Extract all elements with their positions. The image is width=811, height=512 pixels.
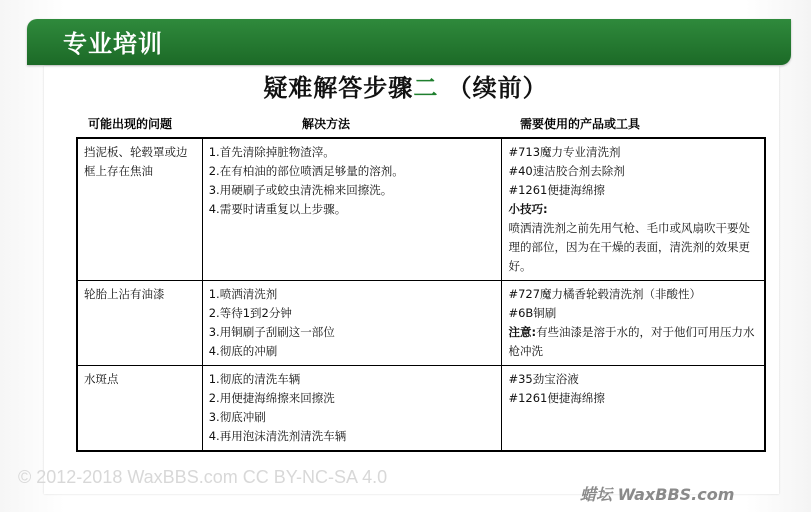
header-bar [27, 19, 791, 65]
column-header-problem: 可能出现的问题 [88, 117, 173, 131]
product-item: #40速洁胶合剂去除剂 [508, 164, 625, 178]
column-header-products: 需要使用的产品或工具 [520, 117, 641, 131]
problem-cell: 挡泥板、轮毂罩或边框上存在焦油 [77, 138, 202, 281]
solution-cell [202, 138, 502, 281]
product-item: #35劲宝浴液 [508, 372, 579, 386]
copyright-watermark: © 2012-2018 WaxBBS.com CC BY-NC-SA 4.0 [18, 467, 388, 487]
site-watermark: 蜡坛 WaxBBS.com [580, 485, 735, 504]
page-title [0, 68, 811, 103]
products-cell [502, 138, 765, 281]
table-row [77, 281, 765, 366]
column-header-solution: 解决方法 [302, 117, 351, 131]
solution-step: 2.用便捷海绵擦来回擦洗 [208, 391, 335, 405]
products-cell [502, 366, 765, 452]
note-body: 有些油漆是溶于水的，对于他们可用压力水枪冲洗 [508, 325, 755, 358]
page-title-main: 疑难解答步骤 [263, 73, 414, 102]
solution-step: 3.彻底冲刷 [208, 410, 266, 424]
solution-step: 1.喷洒清洗剂 [208, 287, 278, 301]
product-item: #713魔力专业清洗剂 [508, 145, 621, 159]
product-item: #1261便捷海绵擦 [508, 391, 605, 405]
table-row [77, 366, 765, 452]
solution-step: 1.彻底的清洗车辆 [208, 372, 301, 386]
troubleshooting-table [76, 137, 766, 452]
product-item: #6B铜刷 [508, 306, 557, 320]
solution-step: 4.彻底的冲刷 [208, 344, 278, 358]
header-title: 专业培训 [63, 30, 163, 58]
solution-step: 4.再用泡沫清洗剂清洗车辆 [208, 429, 347, 443]
solution-cell [202, 366, 502, 452]
problem-cell: 水斑点 [77, 366, 202, 452]
products-cell [502, 281, 765, 366]
solution-step: 2.等待1到2分钟 [208, 306, 292, 320]
solution-step: 3.用硬刷子或蛟虫清洗棉来回擦洗。 [208, 183, 393, 197]
problem-cell: 轮胎上沾有油漆 [77, 281, 202, 366]
solution-step: 2.在有柏油的部位喷洒足够量的溶剂。 [208, 164, 404, 178]
product-item: #1261便捷海绵擦 [508, 183, 605, 197]
table-row [77, 138, 765, 281]
page-title-accent: 二 [413, 73, 439, 102]
note-label: 注意: [508, 325, 537, 339]
solution-cell [202, 281, 502, 366]
solution-step: 1.首先清除掉脏物渣滓。 [208, 145, 335, 159]
page-title-suffix: （续前） [438, 73, 548, 102]
solution-step: 3.用铜刷子刮刷这一部位 [208, 325, 335, 339]
tip-title: 小技巧: [508, 202, 548, 216]
solution-step: 4.需要时请重复以上步骤。 [208, 202, 347, 216]
tip-text: 喷洒清洗剂之前先用气枪、毛巾或风扇吹干要处理的部位，因为在干燥的表面，清洗剂的效果更好。 [508, 221, 750, 273]
note-text [508, 323, 758, 361]
product-item: #727魔力橘香轮毂清洗剂（非酸性） [508, 287, 702, 301]
